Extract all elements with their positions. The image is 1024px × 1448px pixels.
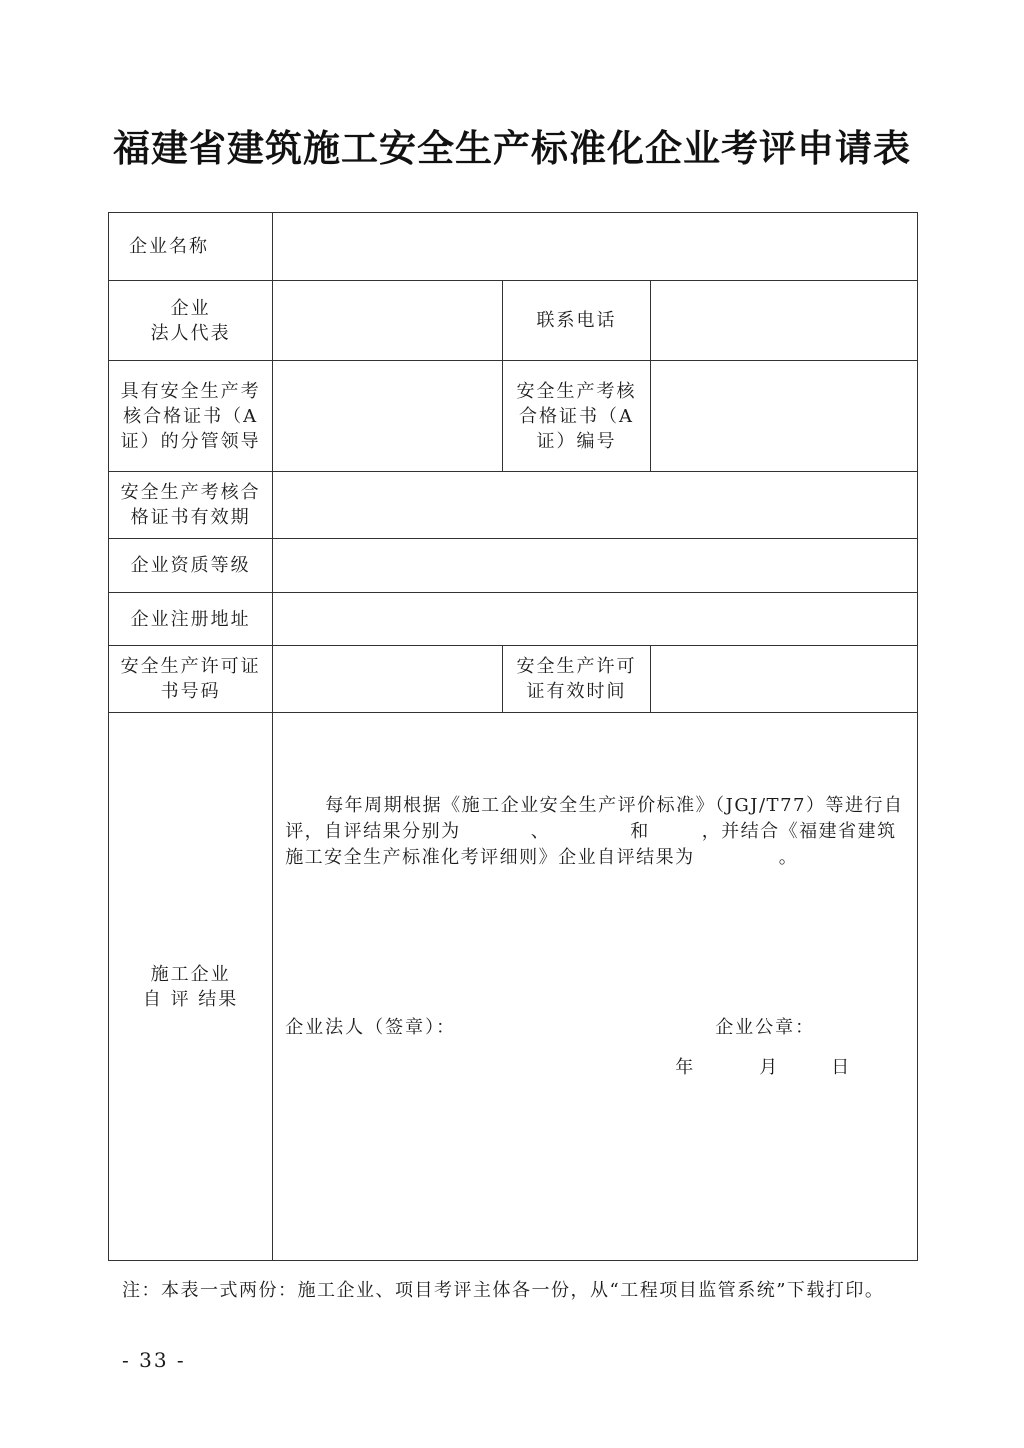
- permit-validity-label-line1: 安全生产许可: [516, 656, 637, 677]
- self-eval-label: [109, 713, 273, 1261]
- permit-no-field[interactable]: [273, 646, 503, 713]
- application-form: [108, 212, 918, 1261]
- permit-no-label-line2: 书号码: [160, 681, 221, 702]
- permit-no-label: [109, 646, 273, 713]
- self-eval-sep-1: 、: [530, 821, 551, 842]
- address-field[interactable]: [273, 593, 918, 646]
- date-day-label: 日: [831, 1057, 852, 1078]
- self-eval-sep-2: 和: [630, 821, 650, 842]
- permit-validity-label-line2: 证有效时间: [526, 681, 627, 702]
- cert-validity-label-line2: 格证书有效期: [130, 507, 251, 528]
- self-eval-content: [273, 713, 918, 1261]
- phone-label: 联系电话: [503, 281, 650, 361]
- self-eval-text-1: 每年周期根据《施工企业安全生产评价标准》（JGJ/T77）等进行自评，自评结果分别为: [285, 795, 904, 842]
- self-eval-end: 。: [778, 847, 799, 868]
- cert-no-label-line3: 证）编号: [536, 430, 617, 452]
- cert-validity-field[interactable]: [273, 472, 918, 539]
- legal-rep-label-line1: 企业: [170, 297, 211, 319]
- self-eval-label-line2: 自 评 结果: [142, 988, 239, 1010]
- permit-no-label-line1: 安全生产许可证: [120, 656, 261, 677]
- cert-no-label-line1: 安全生产考核: [516, 380, 637, 402]
- company-name-field[interactable]: [273, 213, 918, 281]
- row-leader: [109, 361, 918, 472]
- row-cert-validity: [109, 472, 918, 539]
- self-eval-paragraph: [285, 793, 909, 871]
- row-self-eval: [109, 713, 918, 1261]
- leader-label-line3: 证）的分管领导: [120, 430, 261, 452]
- address-label: 企业注册地址: [109, 593, 273, 646]
- permit-validity-label: [503, 646, 650, 713]
- qualification-field[interactable]: [273, 539, 918, 593]
- row-qualification: [109, 539, 918, 593]
- cert-no-field[interactable]: [650, 361, 917, 472]
- leader-label-line1: 具有安全生产考: [120, 380, 261, 402]
- self-eval-text-2: ，并结合《福建省建筑施工安全生产标准化考评细则》企业自评结果为: [285, 821, 897, 868]
- leader-field[interactable]: [273, 361, 503, 472]
- page-title: 福建省建筑施工安全生产标准化企业考评申请表: [113, 127, 911, 170]
- cert-no-label-line2: 合格证书（A: [519, 405, 635, 427]
- phone-field[interactable]: [650, 281, 917, 361]
- legal-rep-label-line2: 法人代表: [150, 322, 231, 344]
- page-number: - 33 -: [122, 1348, 186, 1372]
- row-legal-rep: [109, 281, 918, 361]
- cert-validity-label: [109, 472, 273, 539]
- legal-rep-signature-label: 企业法人（签章）：: [285, 1017, 457, 1038]
- permit-validity-field[interactable]: [650, 646, 917, 713]
- leader-label-line2: 核合格证书（A: [123, 405, 259, 427]
- row-company-name: [109, 213, 918, 281]
- cert-validity-label-line1: 安全生产考核合: [120, 482, 261, 503]
- footnote: 注：本表一式两份：施工企业、项目考评主体各一份，从“工程项目监管系统”下载打印。: [122, 1280, 885, 1301]
- leader-label: [109, 361, 273, 472]
- row-permit: [109, 646, 918, 713]
- legal-rep-label: [109, 281, 273, 361]
- company-seal-label: 企业公章：: [715, 1017, 816, 1038]
- row-address: [109, 593, 918, 646]
- cert-no-label: [503, 361, 650, 472]
- company-name-label: 企业名称: [109, 213, 273, 281]
- date-year-label: 年: [675, 1057, 696, 1078]
- self-eval-label-line1: 施工企业: [150, 963, 231, 985]
- qualification-label: 企业资质等级: [109, 539, 273, 593]
- legal-rep-field[interactable]: [273, 281, 503, 361]
- date-month-label: 月: [759, 1057, 780, 1078]
